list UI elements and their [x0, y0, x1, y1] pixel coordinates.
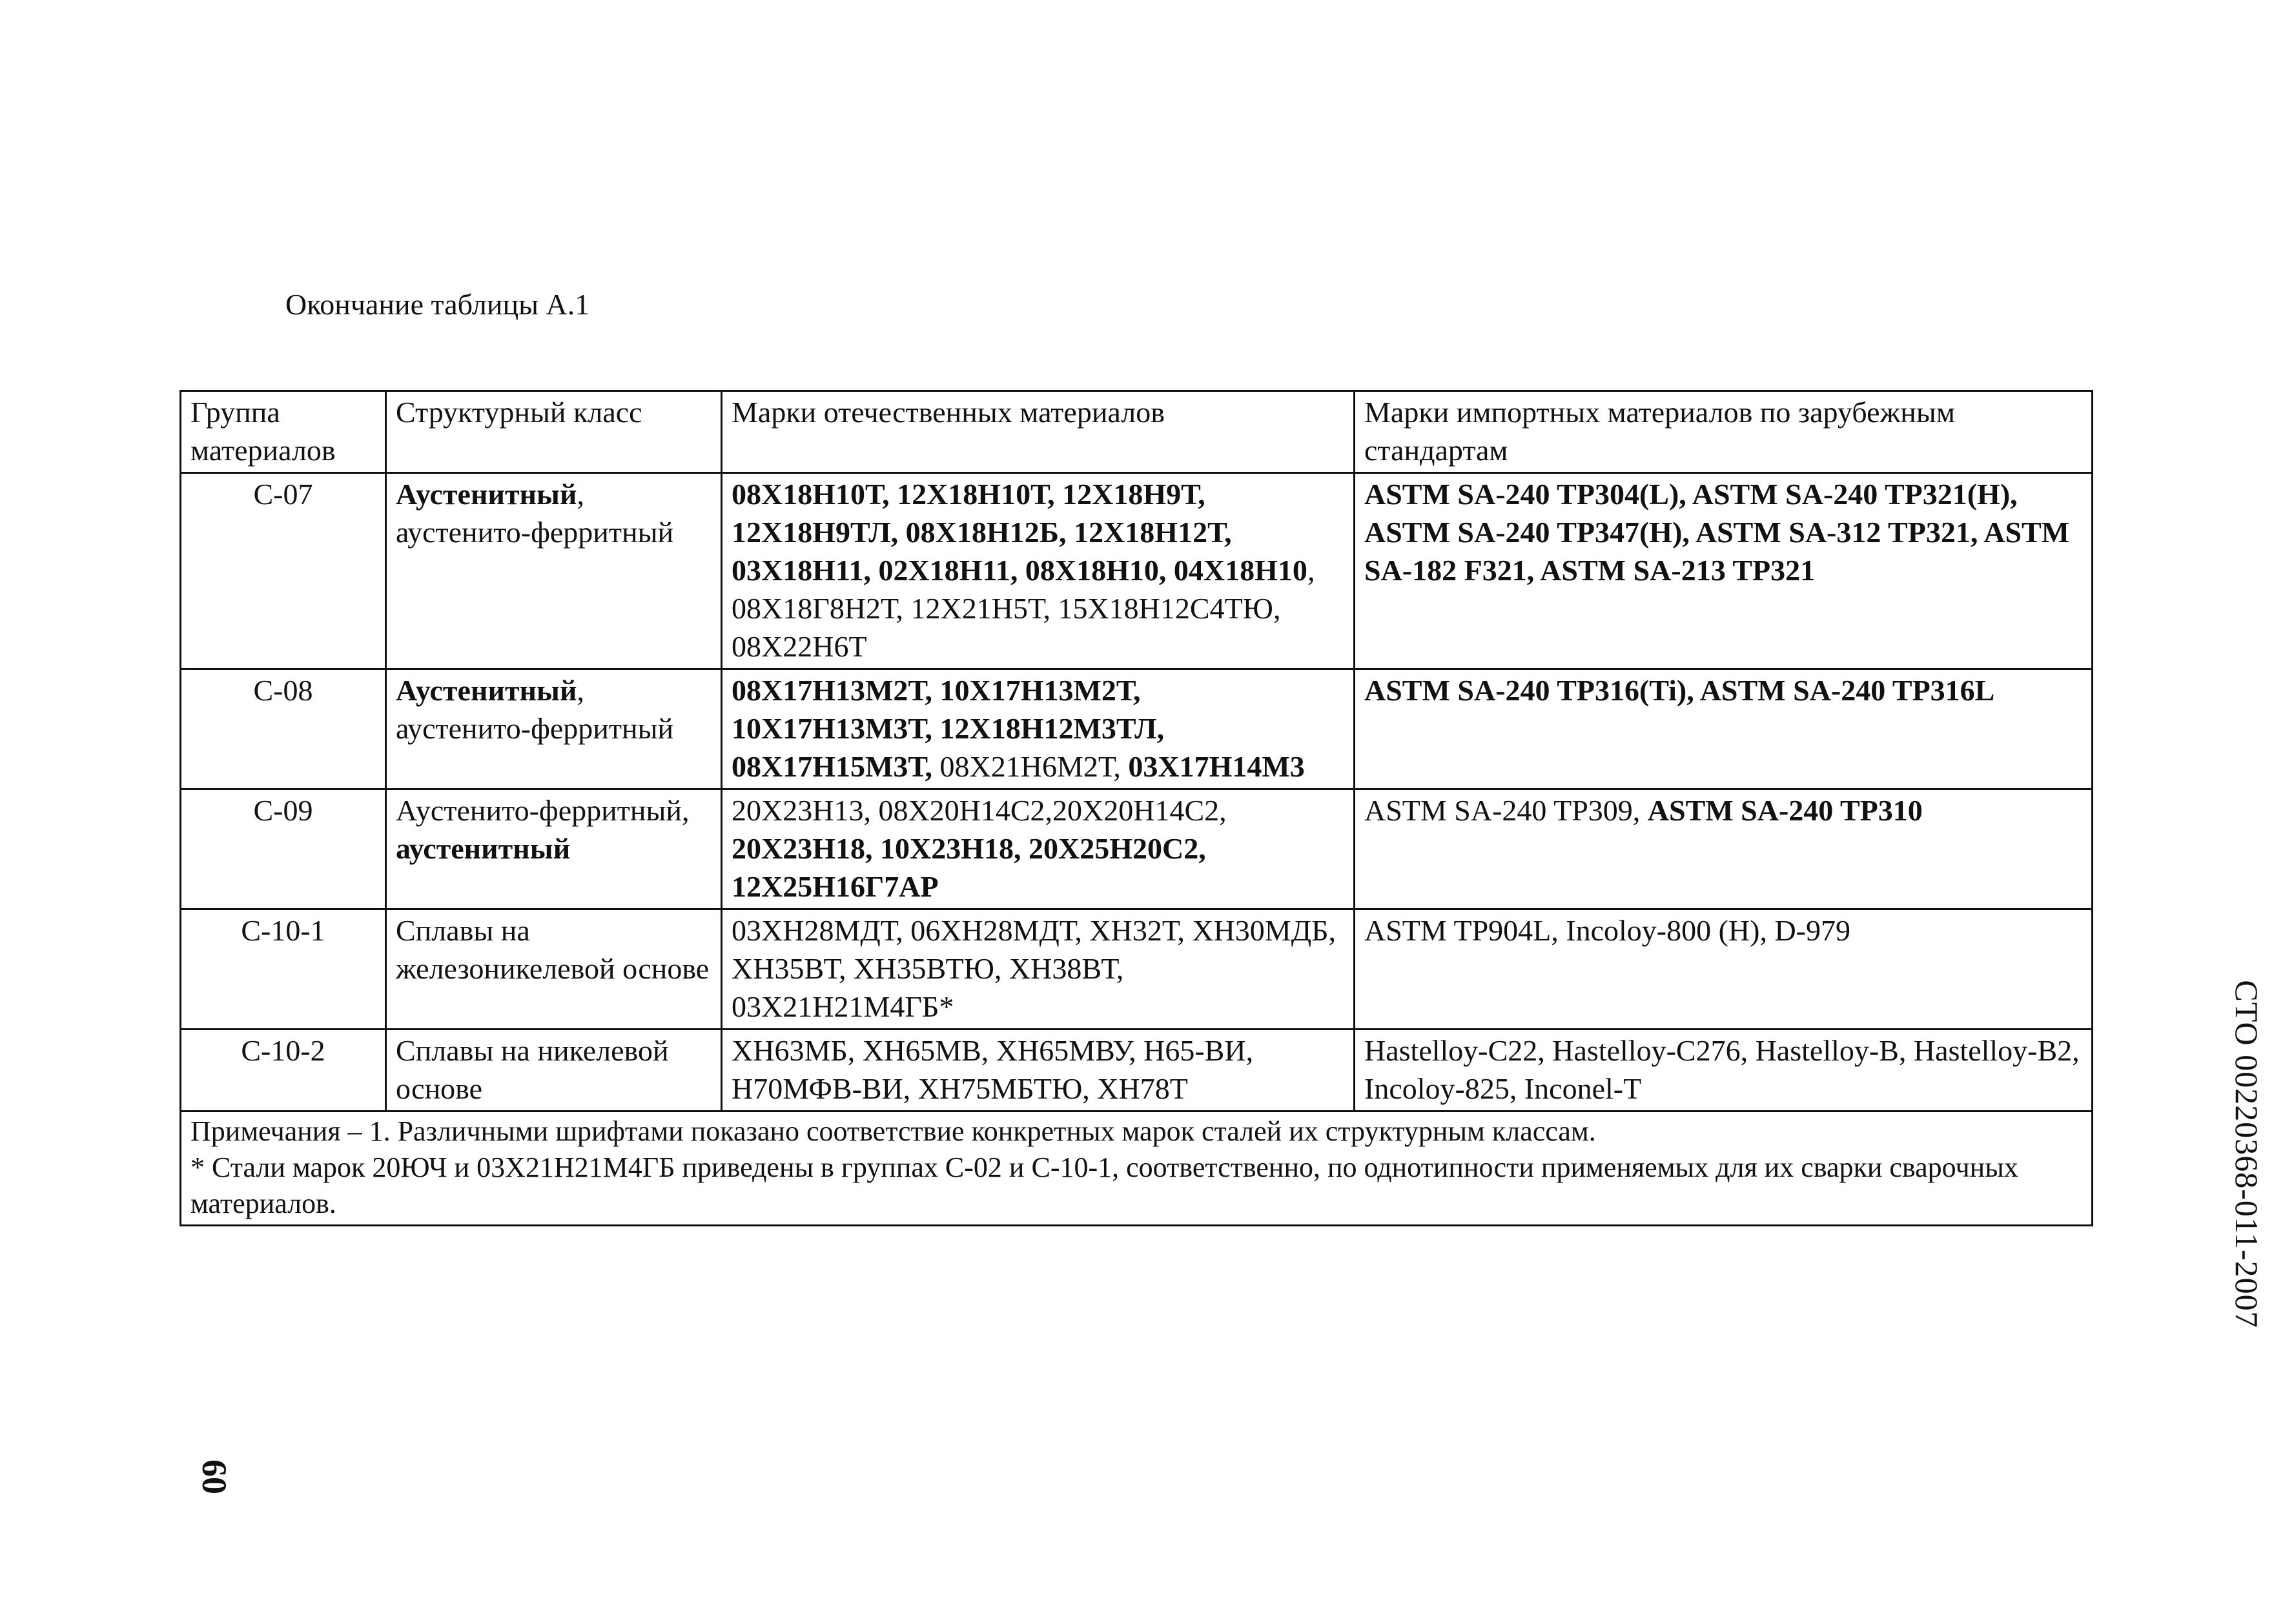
cell-domestic-grades: [722, 669, 1355, 789]
cell-domestic-grades: [722, 909, 1355, 1030]
header-imported: Марки импортных материалов по зарубежным стандартам: [1355, 391, 2093, 473]
cell-domestic-grades: [722, 1030, 1355, 1111]
cell-imported-grades: [1355, 1030, 2093, 1111]
text-segment: Сплавы на железоникелевой основе: [396, 914, 710, 985]
table-row: [181, 473, 2093, 669]
text-segment: Аустенито-ферритный,: [396, 794, 690, 827]
text-segment: , 08Х18Г8Н2Т, 12Х21Н5Т, 15Х18Н12С4ТЮ, 08Х22Н6Т: [732, 554, 1315, 663]
cell-material-group: С-08: [181, 669, 386, 789]
table-row: [181, 909, 2093, 1030]
text-segment: ХН63МБ, ХН65МВ, ХН65МВУ, Н65-ВИ, Н70МФВ-ВИ, ХН75МБТЮ, ХН78Т: [732, 1034, 1254, 1105]
note-line-1: Примечания – 1. Различными шрифтами показано соответствие конкретных марок сталей их структурным классам.: [190, 1115, 1596, 1147]
notes-cell: [181, 1111, 2093, 1226]
cell-structural-class: [386, 909, 722, 1030]
text-segment: ASTM SA-240 TP309,: [1364, 794, 1648, 827]
cell-material-group: С-09: [181, 789, 386, 909]
text-segment: Сплавы на никелевой основе: [396, 1034, 669, 1105]
table-row: [181, 789, 2093, 909]
cell-imported-grades: [1355, 669, 2093, 789]
text-segment: , аустенито-ферритный: [396, 674, 674, 745]
header-domestic: Марки отечественных материалов: [722, 391, 1355, 473]
cell-structural-class: [386, 669, 722, 789]
cell-domestic-grades: [722, 473, 1355, 669]
materials-table: [179, 390, 2093, 1226]
text-segment: 08Х17Н13М2Т, 10Х17Н13М2Т, 10Х17Н13М3Т, 12Х18Н12М3ТЛ, 08Х17Н15М3Т,: [732, 674, 1165, 783]
cell-imported-grades: [1355, 473, 2093, 669]
cell-imported-grades: [1355, 909, 2093, 1030]
cell-material-group: С-10-1: [181, 909, 386, 1030]
table-caption: Окончание таблицы А.1: [285, 288, 590, 321]
table-row: [181, 669, 2093, 789]
cell-structural-class: [386, 1030, 722, 1111]
header-group: Группа материалов: [181, 391, 386, 473]
cell-material-group: С-07: [181, 473, 386, 669]
text-segment: Аустенитный: [396, 478, 577, 511]
text-segment: 08Х21Н6М2Т,: [932, 750, 1129, 783]
note-line-2: * Стали марок 20ЮЧ и 03Х21Н21М4ГБ приведены в группах С-02 и С-10-1, соответственно, по однотипности применяемых для их сварки сварочных материалов.: [190, 1152, 2018, 1219]
text-segment: ASTM SA-240 TP316(Ti), ASTM SA-240 TP316L: [1364, 674, 1995, 707]
text-segment: ASTM SA-240 TP310: [1647, 794, 1923, 827]
text-segment: 03ХН28МДТ, 06ХН28МДТ, ХН32Т, ХН30МДБ, ХН35ВТ, ХН35ВТЮ, ХН38ВТ, 03Х21Н21М4ГБ*: [732, 914, 1336, 1023]
cell-material-group: С-10-2: [181, 1030, 386, 1111]
table-row: [181, 1030, 2093, 1111]
text-segment: 08Х18Н10Т, 12Х18Н10Т, 12Х18Н9Т, 12Х18Н9ТЛ, 08Х18Н12Б, 12Х18Н12Т, 03Х18Н11, 02Х18Н11, 08Х18Н10, 04Х18Н10: [732, 478, 1307, 587]
text-segment: Hastelloy-C22, Hastelloy-C276, Hastelloy-B, Hastelloy-B2, Incoloy-825, Inconel-T: [1364, 1034, 2080, 1105]
text-segment: ASTM TP904L, Incoloy-800 (H), D-979: [1364, 914, 1850, 947]
header-class: Структурный класс: [386, 391, 722, 473]
materials-table-container: [179, 390, 2093, 1226]
header-row: [181, 391, 2093, 473]
document-code: СТО 00220368-011-2007: [2229, 980, 2265, 1328]
cell-imported-grades: [1355, 789, 2093, 909]
text-segment: 20Х23Н18, 10Х23Н18, 20Х25Н20С2, 12Х25Н16Г7АР: [732, 832, 1206, 903]
notes-row: [181, 1111, 2093, 1226]
cell-domestic-grades: [722, 789, 1355, 909]
text-segment: Аустенитный: [396, 674, 577, 707]
cell-structural-class: [386, 789, 722, 909]
page-number: 60: [195, 1459, 234, 1494]
text-segment: аустенитный: [396, 832, 571, 865]
cell-structural-class: [386, 473, 722, 669]
text-segment: 20Х23Н13, 08Х20Н14С2,20Х20Н14С2,: [732, 794, 1227, 827]
text-segment: 03Х17Н14М3: [1128, 750, 1305, 783]
text-segment: ASTM SA-240 TP304(L), ASTM SA-240 TP321(H), ASTM SA-240 TP347(H), ASTM SA-312 TP321, ASTM SA-182 F321, ASTM SA-213 TP321: [1364, 478, 2070, 587]
text-segment: , аустенито-ферритный: [396, 478, 674, 549]
